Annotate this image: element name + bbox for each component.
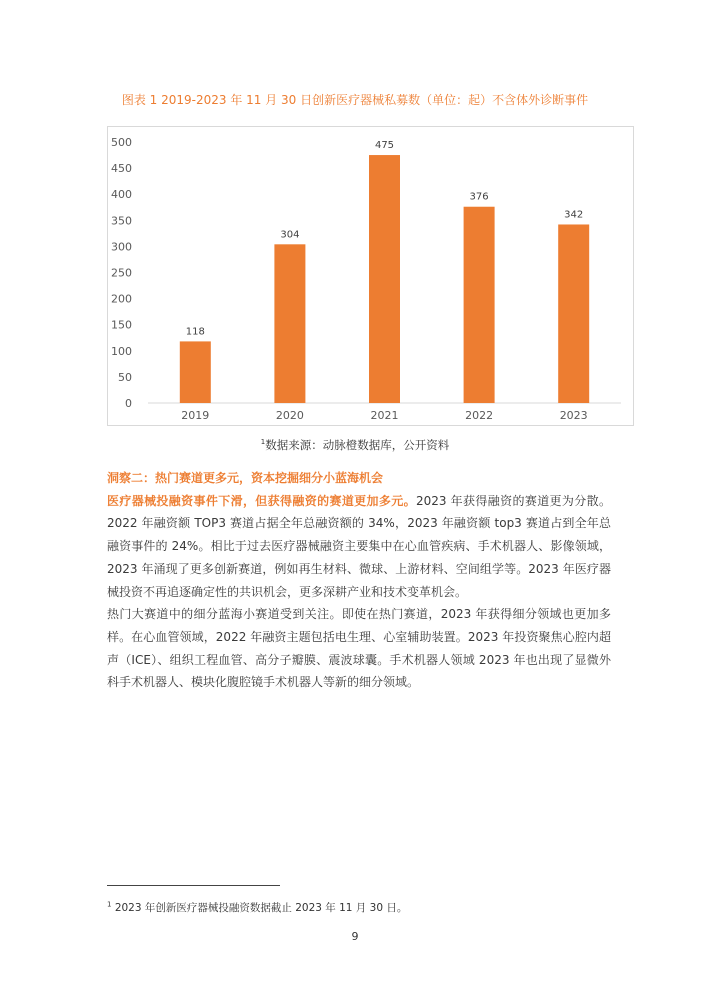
bar-chart-svg <box>108 127 633 425</box>
y-tick-label: 500 <box>111 136 132 149</box>
y-tick-label: 300 <box>111 240 132 254</box>
y-tick-label: 100 <box>111 344 132 358</box>
y-tick-label: 0 <box>125 397 132 410</box>
footnote-marker: 1 <box>107 900 112 909</box>
data-source <box>0 437 710 453</box>
data-label: 342 <box>564 209 584 221</box>
paragraph-2: 热门大赛道中的细分蓝海小赛道受到关注。即使在热门赛道，2023 年获得细分领域也更加多样。在心血管领域，2022 年融资主题包括电生理、心室辅助装置。2023 年投资聚焦心腔内超声（ICE）、组织工程血管、高分子瓣膜、震波球囊。手术机器人领域 2023 年也出现了显微外科手术机器人、模块化腹腔镜手术机器人等新的细分领域。 <box>107 607 611 690</box>
x-tick-label: 2022 <box>465 409 494 422</box>
y-tick-label: 350 <box>111 214 132 228</box>
x-tick-label: 2019 <box>181 409 210 422</box>
footnote <box>107 900 407 915</box>
bar <box>464 207 495 403</box>
data-label: 118 <box>185 326 205 338</box>
page-number: 9 <box>351 930 359 943</box>
y-tick-label: 200 <box>111 292 132 306</box>
y-tick-label: 250 <box>111 266 132 280</box>
source-text: 数据来源：动脉橙数据库，公开资料 <box>265 438 450 452</box>
x-tick-label: 2023 <box>559 409 588 422</box>
source-footnote-marker: 1 <box>260 438 266 447</box>
x-tick-label: 2020 <box>275 409 304 422</box>
paragraph-1 <box>107 490 611 604</box>
bar <box>558 224 589 403</box>
data-label: 376 <box>469 191 489 203</box>
footnote-divider <box>107 885 280 886</box>
data-label: 475 <box>374 140 395 152</box>
y-tick-label: 400 <box>111 188 132 202</box>
y-tick-label: 450 <box>111 162 132 176</box>
bar-chart <box>107 126 634 426</box>
section-heading: 洞察二：热门赛道更多元，资本挖掘细分小蓝海机会 <box>107 471 384 485</box>
footnote-text: 2023 年创新医疗器械投融资数据截止 2023 年 11 月 30 日。 <box>114 902 408 914</box>
x-tick-label: 2021 <box>370 409 399 422</box>
bar <box>180 341 211 403</box>
data-label: 304 <box>280 229 300 241</box>
bar <box>274 244 305 403</box>
paragraph-1-text: 2023 年获得融资的赛道更为分散。2022 年融资额 TOP3 赛道占据全年总融资额的 34%，2023 年融资额 top3 赛道占到全年总融资事件的 24%。相比于过去医疗器械融资主要集中在心血管疾病、手术机器人、影像领域，2023 年涌现了更多创新赛道，例如再生材料、微球、上游材料、空间组学等。2023 年医疗器械投资不再追逐确定性的共识机会，更多深耕产业和技术变革机会。 <box>107 493 611 599</box>
body-text <box>107 467 611 694</box>
y-tick-label: 150 <box>111 318 132 332</box>
paragraph-1-lead: 医疗器械投融资事件下滑，但获得融资的赛道更加多元。 <box>107 493 416 508</box>
bar <box>369 155 400 403</box>
figure-title: 图表 1 2019-2023 年 11 月 30 日创新医疗器械私募数（单位：起）不含体外诊断事件 <box>121 93 589 107</box>
y-tick-label: 50 <box>118 370 132 384</box>
